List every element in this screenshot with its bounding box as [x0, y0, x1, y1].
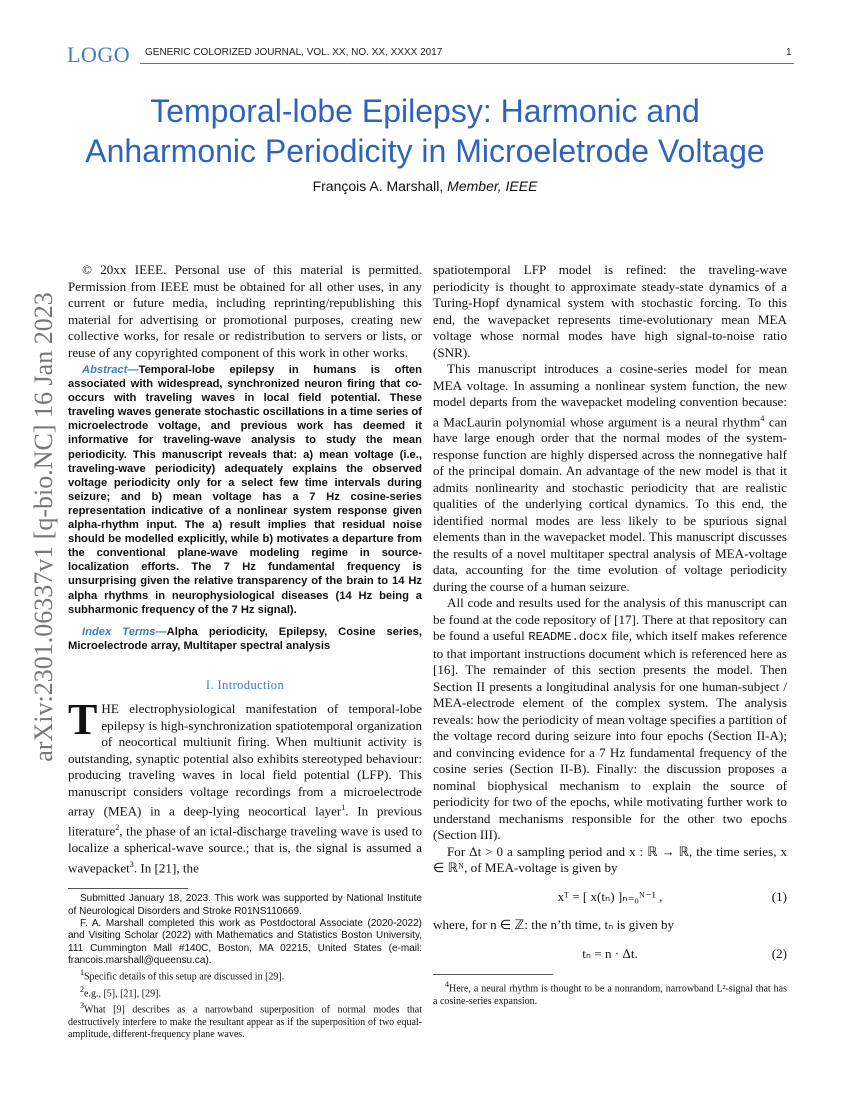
- footnote-ref-2[interactable]: 2: [115, 823, 120, 833]
- equation-2-body: tₙ = n · Δt.: [582, 945, 638, 961]
- header-rule: [140, 63, 794, 64]
- footnote-4: [433, 979, 787, 1008]
- left-column: [68, 262, 422, 1041]
- p3-text-b: file, which itself makes reference to that important instructions document which is referenced here as [16]. The remainder of this section presents the model. Then Section II presents a longitudinal analysis for one human-subject / MEA-electrode element of the complex system. The analysis reveals: how the periodicity of mean voltage specifies a partition of the voltage record during seizure into four epochs (Section II-A); and convincing evidence for a 7 Hz fundamental frequency of the cosine series (Section II-B). Finally: the discussion proposes a nominal biophysical mechanism to explain the source of periodicity for two of the epochs, while motivating further work to understand mechanisms responsible for the other two epochs (Section III).: [433, 628, 788, 843]
- footnote-4-text: Here, a neural rhythm is thought to be a nonrandom, narrowband L²-signal that has a cosine-series expansion.: [433, 983, 787, 1007]
- footnote-1: [68, 967, 422, 984]
- readme-filename: README.docx: [528, 630, 608, 645]
- intro-text-4: . In [21], the: [133, 859, 199, 875]
- author-name: François A. Marshall,: [312, 178, 444, 194]
- index-terms-label: Index Terms—: [82, 625, 167, 638]
- abstract-text: Temporal-lobe epilepsy in humans is often associated with widespread, synchronized neuron firing that co-occurs with traveling waves in local field potential. These traveling waves generate stochastic oscillations in a time series of microelectrode voltage, and previous work has deemed it informative for traveling-wave analysis to study the mean periodicity. This manuscript reveals that: a) mean voltage (i.e., traveling-wave periodicity) adequately explains the observed voltage periodicity only for a select few time intervals during seizure; and b) mean voltage has a 7 Hz cosine-series representation indicative of a nonlinear system response given alpha-rhythm input. The a) result implies that residual noise should be modelled explicitly, while b) motivates a departure from the conventional plane-wave modeling regime in source-localization efforts. The 7 Hz fundamental frequency is unsurprising given the relative transparency of the brain to 14 Hz alpha rhythms in neurophysiological diseases (14 Hz being a subharmonic frequency of the 7 Hz signal).: [68, 364, 422, 616]
- footnote-1-mark: 1: [80, 968, 84, 978]
- footnote-ref-4[interactable]: 4: [760, 413, 765, 423]
- title-line-1: Temporal-lobe Epilepsy: Harmonic and: [150, 93, 700, 129]
- intro-text-1: HE electrophysiological manifestation of temporal-lobe epilepsy is high-synchronization spatiotemporal organization of neocortical multiunit firing. When multiunit activity is outstanding, synaptic potential also exhibits stereotyped behaviour: producing traveling waves in local field potential (LFP). This manuscript considers voltage recordings from a microelectrode array (MEA) in a deep-lying neocortical layer: [68, 701, 422, 819]
- footnote-3-text: What [9] describes as a narrowband superposition of normal modes that destructively interfere to make the resultant appear as if the superposition of two equal-amplitude, different-frequency plane waves.: [68, 1004, 422, 1041]
- arxiv-id: arXiv:2301.06337v1 [q-bio.NC] 16 Jan 2023: [29, 292, 58, 762]
- abstract-label: Abstract—: [82, 364, 139, 376]
- dropcap: T: [68, 695, 98, 745]
- right-paragraph-4: For Δt > 0 a sampling period and x : ℝ → ℝ, the time series, x ∈ ℝᴺ, of MEA-voltage is given by: [433, 843, 787, 876]
- journal-logo: LOGO: [67, 42, 131, 67]
- footnote-2: [68, 984, 422, 1001]
- author-line: [60, 178, 790, 194]
- abstract: [68, 363, 422, 617]
- journal-header: GENERIC COLORIZED JOURNAL, VOL. XX, NO. XX, XXXX 2017: [145, 47, 443, 58]
- footnote-ref-1[interactable]: 1: [341, 803, 346, 813]
- right-column: [433, 262, 787, 1008]
- footnote-ref-3[interactable]: 3: [129, 859, 134, 869]
- intro-paragraph: [68, 695, 422, 876]
- paper-title: [60, 91, 790, 171]
- footnote-submitted: Submitted January 18, 2023. This work was supported by National Institute of Neurological Disorders and Stroke R01NS110669.: [68, 893, 422, 917]
- equation-2: [433, 946, 787, 963]
- right-paragraph-2: [433, 361, 787, 595]
- index-terms: [68, 625, 422, 653]
- title-line-2: Anharmonic Periodicity in Microeletrode Voltage: [85, 133, 765, 169]
- p2-text-a: This manuscript introduces a cosine-series model for mean MEA voltage. In assuming a nonlinear system function, the new model departs from the wavepacket modeling convention because: a MacLaurin polynomial whose argument is a neural rhythm: [433, 361, 787, 429]
- author-role: Member, IEEE: [447, 178, 538, 194]
- right-paragraph-1: spatiotemporal LFP model is refined: the traveling-wave periodicity is thought to approximate steady-state dynamics of a Turing-Hopf dynamical system with stochastic forcing. To this end, the wavepacket represents time-evolutionary mean MEA voltage whose normal modes have high signal-to-noise ratio (SNR).: [433, 262, 787, 360]
- footnote-author-affiliation: F. A. Marshall completed this work as Postdoctoral Associate (2020-2022) and Visiting Scholar (2022) with Mathematics and Statistics Boston University, 111 Cummington Mall #140C, Boston, MA 02215, United States (e-mail: francois.marshall@queensu.ca).: [68, 918, 422, 966]
- p3-text-a: All code and results used for the analysis of this manuscript can be found at the code repository of [17]. There at that repository can be found a useful: [433, 595, 787, 644]
- right-paragraph-3: [433, 595, 787, 844]
- footnote-4-mark: 4: [445, 980, 449, 990]
- footnote-1-text: Specific details of this setup are discussed in [29].: [84, 971, 285, 983]
- footnote-3: [68, 1000, 422, 1041]
- equation-2-number: (2): [771, 945, 787, 961]
- right-paragraph-5: where, for n ∈ ℤ: the n’th time, tₙ is given by: [433, 917, 675, 933]
- index-terms-text: Alpha periodicity, Epilepsy, Cosine series, Microelectrode array, Multitaper spectral analysis: [68, 625, 423, 652]
- intro-text-2: . In previous literature: [68, 803, 422, 839]
- footnote-3-mark: 3: [80, 1001, 84, 1011]
- footnote-rule: [68, 888, 188, 889]
- equation-1: [433, 889, 787, 906]
- section-heading-introduction: I. Introduction: [205, 677, 285, 692]
- equation-1-body: xᵀ = [ x(tₙ) ]ₙ₌₀ᴺ⁻¹ ,: [557, 888, 663, 904]
- intro-text-3: , the phase of an ictal-discharge traveling wave is used to localize a spherical-wave source.; that is, the signal is assumed a wavepacket: [68, 823, 422, 875]
- copyright-notice: © 20xx IEEE. Personal use of this material is permitted. Permission from IEEE must be obtained for all other uses, in any current or future media, including reprinting/republishing this material for advertising or promotional purposes, creating new collective works, for resale or redistribution to servers or lists, or reuse of any copyrighted component of this work in other works.: [68, 262, 422, 360]
- footnote-rule-right: [433, 974, 553, 975]
- page-number: 1: [786, 47, 792, 58]
- footnote-2-mark: 2: [80, 984, 84, 994]
- footnote-2-text: e.g., [5], [21], [29].: [84, 988, 161, 1000]
- equation-1-number: (1): [771, 888, 787, 904]
- p2-text-b: can have large enough order that the normal modes of the system-response function are highly dispersed across the nonnegative half of the principal domain. An advantage of the new model is that it admits nonlinearity and stochastic periodicity that are realistic qualities of the underlying cortical dynamics. To this end, the identified normal modes are less likely to be spurious signal elements than in the wavepacket model. This manuscript discusses the results of a novel multitaper spectral analysis of MEA-voltage data, accounting for the time evolution of voltage periodicity during the course of a human seizure.: [433, 413, 787, 594]
